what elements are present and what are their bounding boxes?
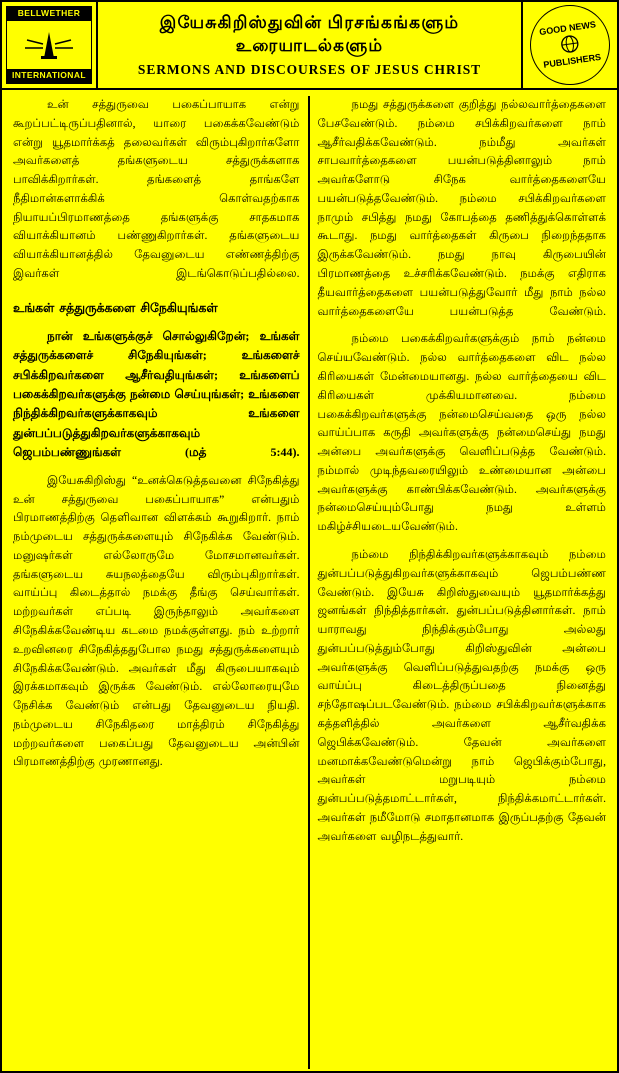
column-right [310,96,613,1069]
bellwether-logo-line2: INTERNATIONAL [7,69,91,83]
paragraph: நமது சத்துருக்களை குறித்து நல்லவார்த்தைகளை பேசவேண்டும். நம்மை சபிக்கிறவர்களை நாம் ஆசீர்வதிக்கவேண்டும். நம்மீது அவர்கள் சாபவார்த்தைகளை பயன்படுத்தினாலும் நாம் அவர்களோடு சிநேக வார்த்தைகளையே பயன்படுத்தவேண்டும். நம்மை சபிக்கிறவர்களை நாமும் சபித்து நமது கோபத்தை தணித்துக்கொள்ளக் கூடாது. நமது வார்த்தைகள் கிருபை நிறைந்ததாக இருக்கவேண்டும். நமது நாவு கிருபையின் பிரமாணத்தை உச்சரிக்கவேண்டும். நமக்கு எதிராக தீயவார்த்தைகளை பயன்படுத்துவோர் மீது நாம் நல்ல வார்த்தைகளையே பயன்படுத்த வேண்டும். [317,98,606,318]
paragraph: நம்மை நிந்திக்கிறவர்களுக்காகவும் நம்மை துன்பப்படுத்துகிறவர்களுக்காகவும் ஜெபம்பண்ண வேண்டும். இயேசு கிறிஸ்துவையும் யூதமார்க்கத்து ஜனங்கள் நிந்தித்தார்கள். துன்பப்படுத்தினார்கள். நாம் யாராவது நிந்திக்கும்போது அல்லது துன்பப்படுத்தும்போது கிறிஸ்துவின் அன்பை அவர்களுக்கு வெளிப்படுத்துவதற்கு நமக்கு ஒரு வாய்ப்பு கிடைத்திருப்பதை நினைத்து சந்தோஷப்படவேண்டும். நம்மை சபிக்கிறவர்களுக்காக கத்தளித்தில் அவர்களை ஆசீர்வதிக்க ஜெபிக்கவேண்டும். தேவன் அவர்களை மனமாக்கவேண்டுமென்று நாம் ஜெபிக்கும்போது, அவர்கள் மறுபடியும் நம்மை துன்பப்படுத்தமாட்டார்கள், நிந்திக்கமாட்டார்கள். அவர்கள் நமீமோடு சமாதானமாக இருப்பதற்கு தேவன் அவர்களை வழிநடத்துவார். [317,547,606,843]
column-left [7,96,310,1069]
bellwether-international-logo [2,2,98,88]
paragraph: இயேசுகிறிஸ்து “உனக்கெடுத்தவனை சிநேகித்து உன் சத்துருவை பகைப்பாயாக” என்பதும் பிரமாணத்திற்கு தெளிவான விளக்கம் கூறுகிறார். நாம் நம்முடைய சத்துருக்களையும் சிநேகிக்க வேண்டும். மனுஷர்கள் எல்லோருமே மோசமானவர்கள். தங்களுடைய சுயநலத்தையே விரும்புகிறார்கள். வாய்ப்பு கிடைத்தால் நமக்கு தீங்கு செய்வார்கள். மற்றவர்கள் எப்படி இருந்தாலும் அவர்களை சிநேகிக்கவேண்டிய கடமை நமக்குள்ளது. நம் உற்றார் உறவினரை சிநேகித்ததுபோல நமது சத்துருக்களையும் சிநேகிக்கவேண்டும். அவர்கள் மீது கிருபையாகவும் இரக்கமாகவும் இருக்க வேண்டும். எல்லோரையுமே நேசிக்க வேண்டும் என்பது தேவனுடைய நியதி. நம்முடைய சிநேகிதரை மாத்திரம் சிநேகித்து மற்றவர்களை பகைப்பது தேவனுடைய அன்பின் பிரமாணத்திற்கு முரணானது. [13,473,300,769]
good-news-publishers-logo [521,2,617,88]
document-body [2,90,617,1073]
lighthouse-icon [7,21,91,69]
title-tamil-line2: உரையாடல்களும் [235,36,384,55]
title-english: SERMONS AND DISCOURSES OF JESUS CHRIST [137,61,482,77]
good-news-logo-line2: PUBLISHERS [542,51,602,70]
good-news-logo-line1: GOOD NEWS [538,18,597,37]
section-heading: உங்கள் சத்துருக்களை சிநேகியுங்கள் [13,300,218,315]
paragraph: நம்மை பகைக்கிறவர்களுக்கும் நாம் நன்மை செய்யவேண்டும். நல்ல வார்த்தைகளை விட நல்ல கிரியைகள் மேன்மையானது. நல்ல வார்த்தையை விட கிரியைகள் முக்கியமானவை. நம்மை பகைக்கிறவர்களுக்கு நன்மைசெய்வதை ஒரு நல்ல வாய்ப்பாக கருதி அவர்களுக்கு நன்மைசெய்து நமது அன்பை அவர்களுக்கு வெளிப்படுத்த வேண்டும். நம்மால் முடிந்தவரையிலும் உண்மையான அன்பை அவர்களுக்கு காண்பிக்கவேண்டும். அவர்களுக்கு நன்மைசெய்யும்போது நமது உள்ளம் மகிழ்ச்சியடையவேண்டும். [317,332,606,534]
page-title [98,2,521,88]
title-tamil-line1: இயேசுகிறிஸ்துவின் பிரசங்கங்களும் [159,13,460,33]
bellwether-logo-line1: BELLWETHER [7,7,91,21]
document-header [2,2,617,90]
paragraph: உன் சத்துருவை பகைப்பாயாக என்று கூறப்பட்டிருப்பதினால், யாரை பகைக்கவேண்டும் என்று யூதமார்க்கத் தலைவர்கள் விரும்புகிறார்களோ அவர்களைத் தங்களுடைய சத்துருக்களாக பாவிக்கிறார்கள். தங்களைத் தாங்களே நீதிமான்களாக்கிக் கொள்வதற்காக நியாயப்பிரமாணத்தை தங்களுக்கு சாதகமாக வியாக்கியானம் பண்ணுகிறார்கள். தங்களுடைய வியாக்கியானத்தில் தேவனுடைய எண்ணத்திற்கு இவர்கள் இடங்கொடுப்பதில்லை. [13,98,300,281]
paragraph-scripture: நான் உங்களுக்குச் சொல்லுகிறேன்; உங்கள் சத்துருக்களைச் சிநேகியுங்கள்; உங்களைச் சபிக்கிறவர்களை ஆசீர்வதியுங்கள்; உங்களைப் பகைக்கிறவர்களுக்கு நன்மை செய்யுங்கள்; உங்களை நிந்திக்கிறவர்களுக்காகவும் உங்களை துன்பப்படுத்துகிறவர்களுக்காகவும் ஜெபம்பண்ணுங்கள் (மத் 5:44). [13,328,300,460]
